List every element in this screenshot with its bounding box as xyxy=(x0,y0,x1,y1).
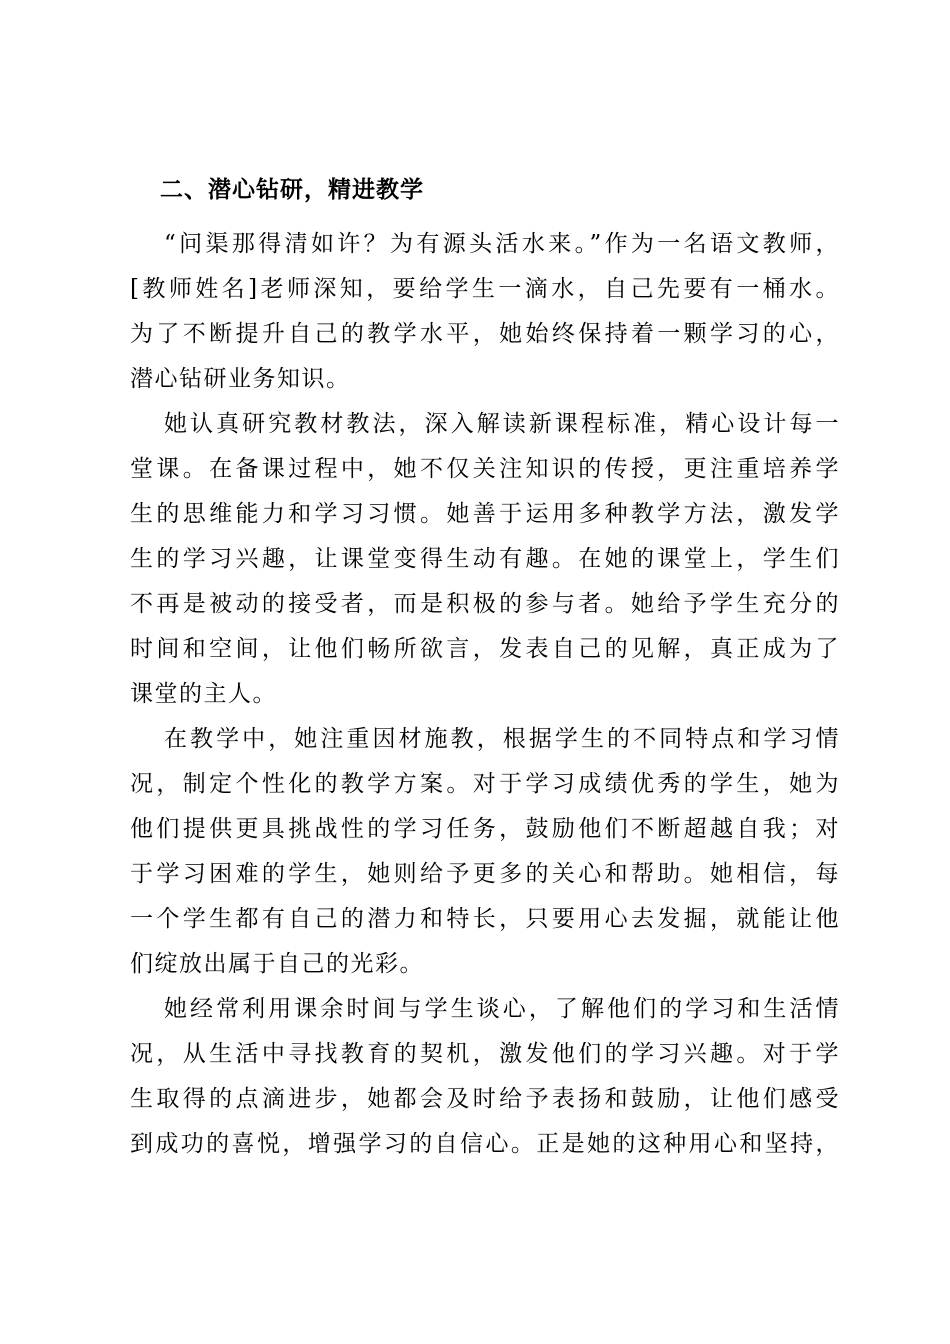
text-line: 况，制定个性化的教学方案。对于学习成绩优秀的学生，她为 xyxy=(130,771,840,797)
text-line: 课堂的主人。 xyxy=(130,681,277,707)
text-line: 潜心钻研业务知识。 xyxy=(130,366,351,392)
text-line: 一个学生都有自己的潜力和特长，只要用心去发掘，就能让他 xyxy=(130,906,840,932)
text-line: [教师姓名]老师深知，要给学生一滴水，自己先要有一桶水。 xyxy=(130,276,840,302)
paragraph-2 xyxy=(130,402,840,717)
text-line: 不再是被动的接受者，而是积极的参与者。她给予学生充分的 xyxy=(130,591,840,617)
text-line: 她认真研究教材教法，深入解读新课程标准，精心设计每一 xyxy=(164,411,840,437)
section-heading: 二、潜心钻研，精进教学 xyxy=(160,177,424,203)
paragraph-3 xyxy=(130,717,840,987)
paragraph-1 xyxy=(130,222,840,402)
text-line: 堂课。在备课过程中，她不仅关注知识的传授，更注重培养学 xyxy=(130,456,840,482)
text-line: 为了不断提升自己的教学水平，她始终保持着一颗学习的心， xyxy=(130,321,840,347)
text-line: 他们提供更具挑战性的学习任务，鼓励他们不断超越自我；对 xyxy=(130,816,840,842)
text-line: 时间和空间，让他们畅所欲言，发表自己的见解，真正成为了 xyxy=(130,636,840,662)
text-line: 生的学习兴趣，让课堂变得生动有趣。在她的课堂上，学生们 xyxy=(130,546,840,572)
text-line: 到成功的喜悦，增强学习的自信心。正是她的这种用心和坚持， xyxy=(130,1131,840,1157)
text-line: “问渠那得清如许？为有源头活水来。”作为一名语文教师， xyxy=(164,231,840,257)
text-line: 况，从生活中寻找教育的契机，激发他们的学习兴趣。对于学 xyxy=(130,1041,840,1067)
text-line: 在教学中，她注重因材施教，根据学生的不同特点和学习情 xyxy=(164,726,840,752)
text-line: 她经常利用课余时间与学生谈心，了解他们的学习和生活情 xyxy=(164,996,840,1022)
text-line: 生的思维能力和学习习惯。她善于运用多种教学方法，激发学 xyxy=(130,501,840,527)
text-line: 们绽放出属于自己的光彩。 xyxy=(130,951,424,977)
text-line: 于学习困难的学生，她则给予更多的关心和帮助。她相信，每 xyxy=(130,861,840,887)
paragraph-4 xyxy=(130,987,840,1167)
body-text xyxy=(130,222,840,1167)
text-line: 生取得的点滴进步，她都会及时给予表扬和鼓励，让他们感受 xyxy=(130,1086,840,1112)
